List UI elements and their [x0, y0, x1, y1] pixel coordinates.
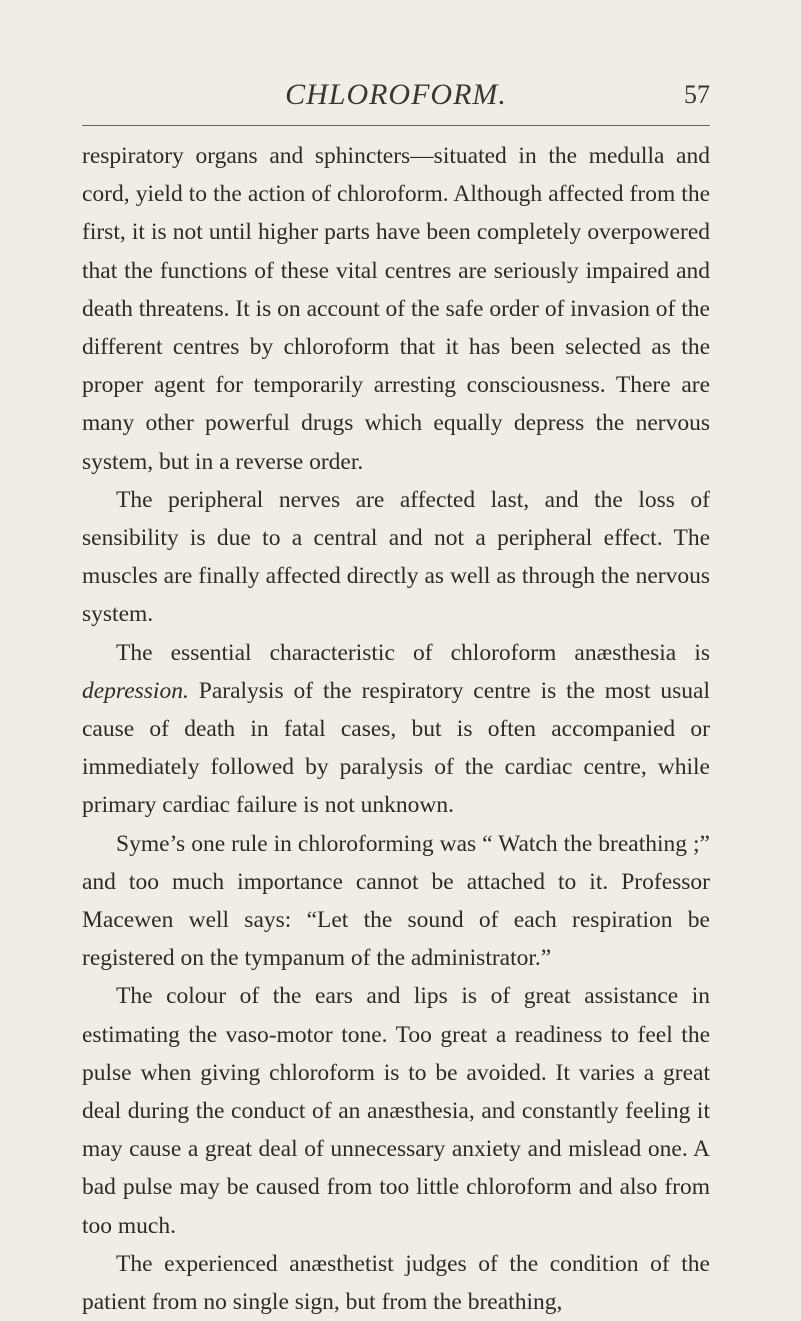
header-rule: [82, 125, 710, 126]
body-text: [82, 137, 710, 1321]
paragraph-text: Paralysis of the respiratory centre is the most usual cause of death in fatal cases, but is often accompanied or immediately followed by paralysis of the cardiac centre, while primary cardiac failure is not unknown.: [82, 677, 710, 819]
emphasized-word: depression.: [82, 677, 189, 704]
running-head: [82, 78, 710, 118]
paragraph: Syme’s one rule in chloroforming was “ Watch the breathing ;” and too much importance cannot be attached to it. Professor Macewen well says: “Let the sound of each respiration be registered on the tympanum of the administrator.”: [82, 830, 710, 972]
page-number: 57: [684, 80, 710, 109]
paragraph-text: The essential characteristic of chloroform anæsthesia is: [116, 639, 710, 666]
paragraph: respiratory organs and sphincters—situated in the medulla and cord, yield to the action of chloroform. Although affected from the first, it is not until higher parts have been completely overpowered that the functions of these vital centres are seriously impaired and death threatens. It is on account of the safe order of invasion of the different centres by chloroform that it has been selected as the proper agent for temporarily arresting consciousness. There are many other powerful drugs which equally depress the nervous system, but in a reverse order.: [82, 143, 710, 475]
paragraph: [82, 634, 710, 825]
paragraph: The peripheral nerves are affected last, and the loss of sensibility is due to a central and not a peripheral effect. The muscles are finally affected directly as well as through the nervous system.: [82, 486, 710, 628]
paragraph: The colour of the ears and lips is of great assistance in estimating the vaso-motor tone. Too great a readiness to feel the pulse when giving chloroform is to be avoided. It varies a great deal during the conduct of an anæsthesia, and constantly feeling it may cause a great deal of unnecessary anxiety and mislead one. A bad pulse may be caused from too little chloroform and also from too much.: [82, 983, 710, 1239]
paragraph: The experienced anæsthetist judges of the condition of the patient from no single sign, but from the breathing,: [82, 1250, 710, 1316]
running-head-title: CHLOROFORM.: [285, 78, 507, 111]
